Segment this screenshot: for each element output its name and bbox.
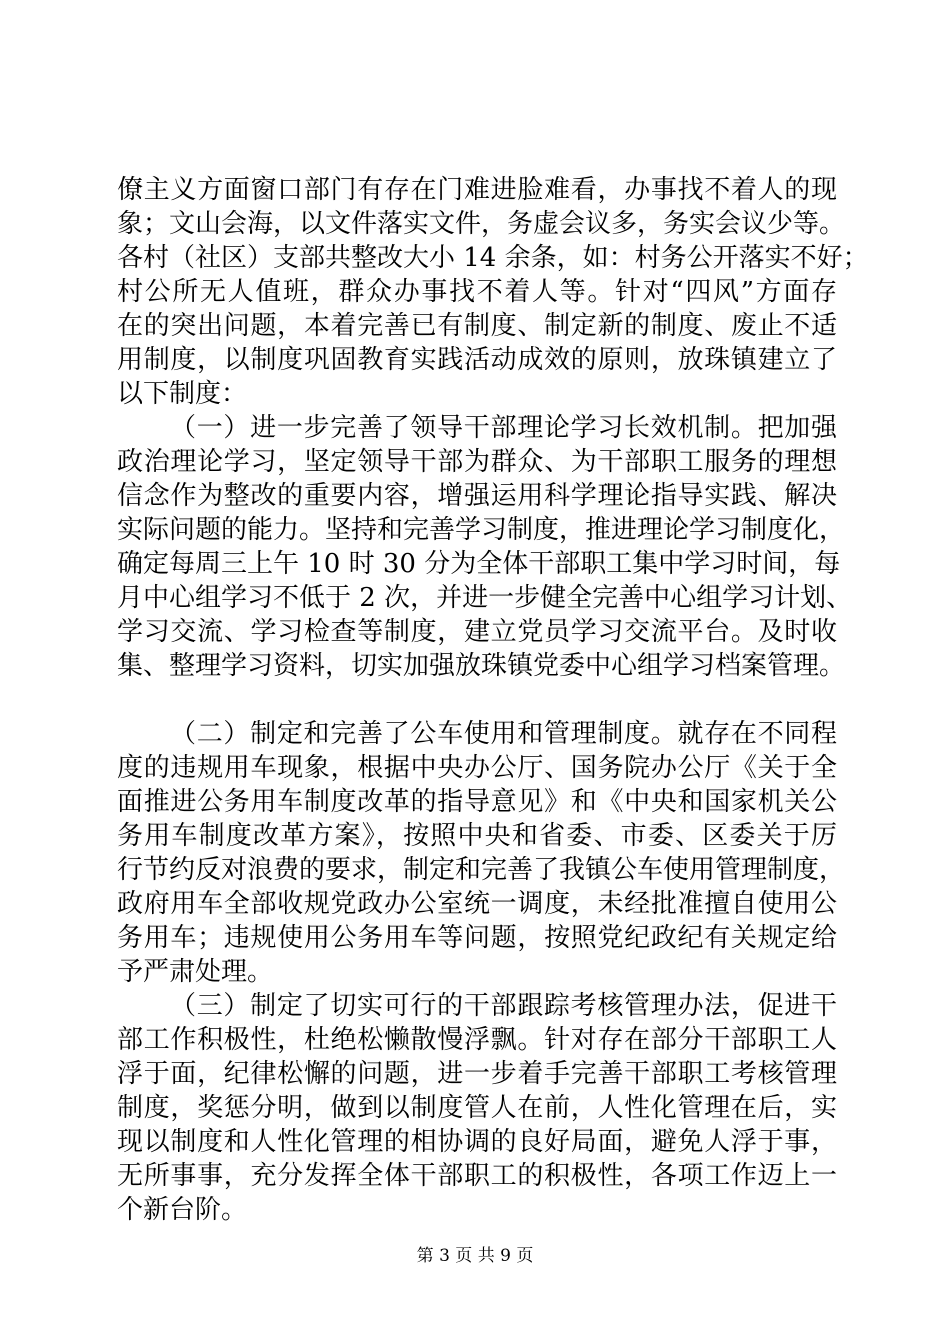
text-line: 面推进公务用车制度改革的指导意见》和《中央和国家机关公 — [117, 787, 837, 817]
text-line: 各村（社区）支部共整改大小 14 余条，如：村务公开落实不好； — [117, 243, 869, 273]
text-line: 象；文山会海，以文件落实文件，务虚会议多，务实会议少等。 — [117, 209, 846, 239]
text-line: 个新台阶。 — [117, 1195, 248, 1225]
page-footer: 第 3 页 共 9 页 — [416, 1246, 534, 1266]
text-line: 政治理论学习，坚定领导干部为群众、为干部职工服务的理想 — [117, 447, 837, 477]
text-line: 实际问题的能力。坚持和完善学习制度，推进理论学习制度化， — [117, 515, 846, 545]
text-line: 行节约反对浪费的要求，制定和完善了我镇公车使用管理制度， — [117, 855, 846, 885]
text-line: 信念作为整改的重要内容，增强运用科学理论指导实践、解决 — [117, 481, 837, 511]
text-line: 部工作积极性，杜绝松懒散慢浮飘。针对存在部分干部职工人 — [117, 1025, 837, 1055]
text-line: 学习交流、学习检查等制度，建立党员学习交流平台。及时收 — [117, 617, 837, 647]
text-line: 度的违规用车现象，根据中央办公厅、国务院办公厅《关于全 — [117, 753, 837, 783]
text-line: 务用车；违规使用公务用车等问题，按照党纪政纪有关规定给 — [117, 923, 837, 953]
text-line: 村公所无人值班，群众办事找不着人等。针对“四风”方面存 — [117, 277, 837, 307]
text-line: 月中心组学习不低于 2 次，并进一步健全完善中心组学习计划、 — [117, 583, 853, 613]
text-line: 僚主义方面窗口部门有存在门难进脸难看，办事找不着人的现 — [117, 175, 837, 205]
text-line: 集、整理学习资料，切实加强放珠镇党委中心组学习档案管理。 — [117, 651, 846, 681]
text-line: 用制度，以制度巩固教育实践活动成效的原则，放珠镇建立了 — [117, 345, 837, 375]
text-line: 确定每周三上午 10 时 30 分为全体干部职工集中学习时间，每 — [117, 549, 841, 579]
text-line: 务用车制度改革方案》，按照中央和省委、市委、区委关于厉 — [117, 821, 837, 851]
paragraph-first-line: （一）进一步完善了领导干部理论学习长效机制。把加强 — [170, 413, 837, 443]
text-line: 制度，奖惩分明，做到以制度管人在前，人性化管理在后，实 — [117, 1093, 837, 1123]
text-line: 政府用车全部收规党政办公室统一调度，未经批准擅自使用公 — [117, 889, 837, 919]
text-line: 现以制度和人性化管理的相协调的良好局面，避免人浮于事， — [117, 1127, 837, 1157]
text-line: 予严肃处理。 — [117, 957, 274, 987]
paragraph-first-line: （二）制定和完善了公车使用和管理制度。就存在不同程 — [170, 719, 837, 749]
text-line: 在的突出问题，本着完善已有制度、制定新的制度、废止不适 — [117, 311, 837, 341]
text-line: 以下制度： — [117, 379, 248, 409]
paragraph-first-line: （三）制定了切实可行的干部跟踪考核管理办法，促进干 — [170, 991, 837, 1021]
text-line: 无所事事，充分发挥全体干部职工的积极性，各项工作迈上一 — [117, 1161, 837, 1191]
text-line: 浮于面，纪律松懈的问题，进一步着手完善干部职工考核管理 — [117, 1059, 837, 1089]
